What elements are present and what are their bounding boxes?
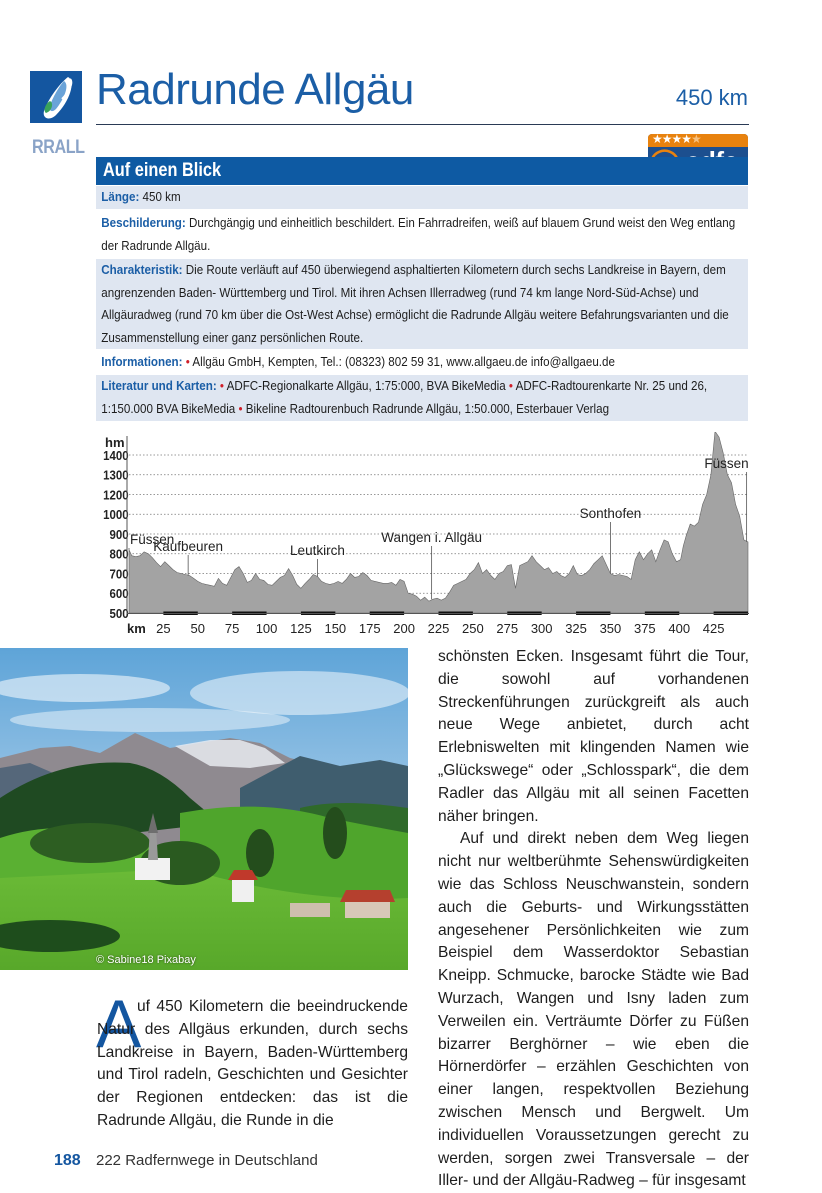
y-tick-label: 600 (109, 586, 129, 602)
body-paragraph: schönsten Ecken. Insgesamt führt die Tour, die sowohl auf vorhandenen Streckenführungen zurückgreift als auch neue Wege anbietet, durch acht Erlebniswelten mit klingenden Namen wie „Glückswege“ oder „Schlosspark“, die dem Radler das Allgäu mit all seinen Facetten näher bringen. (438, 648, 749, 825)
x-tick-label: 250 (462, 621, 484, 636)
literature-item: ADFC-Regionalkarte Allgäu, 1:75:000, BVA BikeMedia (226, 378, 506, 393)
bullet: • (238, 400, 243, 416)
bullet: • (508, 378, 513, 393)
route-code: RRALL (32, 137, 85, 158)
bullet: • (219, 378, 224, 393)
x-tick-label: 100 (255, 621, 278, 636)
elevation-profile-area (129, 432, 748, 613)
stars-partial: ★ (691, 134, 701, 146)
y-tick-label: 700 (109, 566, 129, 582)
title-divider (96, 124, 749, 125)
bullet: • (185, 354, 190, 369)
landscape-photo (0, 648, 408, 970)
overview-heading-bar (96, 157, 748, 185)
x-tick-label: 375 (633, 621, 656, 636)
x-tick-label: 425 (702, 621, 725, 636)
x-tick-label: 225 (427, 621, 450, 636)
y-tick-label: 500 (109, 606, 129, 622)
place-label: Kaufbeuren (153, 539, 224, 554)
overview-heading: Auf einen Blick (103, 160, 222, 181)
stars-full: ★★★★ (652, 134, 692, 146)
body-paragraph: Auf und direkt neben dem Weg liegen nicht nur weltberühmte Sehenswürdigkeiten wie das Schloss Neuschwanstein, sondern auch die Geburts- und Wirkungsstätten angesehener Persönlichkeiten wie zum Beispiel dem Wasserdoktor Sebastian Kneipp. Schmucke, barocke Städte wie Bad Wurzach, Wangen und Isny laden zum Verweilen ein. Verträumte Dörfer zu Füßen bizarrer Berghörner – wie eben die Hörnerdörfer – erzählen Geschichten von einer langen, respektvollen Beziehung zwischen Mensch und Bergwelt. Um individuellen Voraussetzungen gerecht zu werden, sorgen zwei Transversale – der Iller- und der Allgäu-Radweg – für insgesamt (438, 830, 749, 1190)
x-tick-label: 325 (565, 621, 587, 636)
info-label: Charakteristik: (101, 262, 183, 277)
y-axis-label: hm (105, 435, 125, 450)
x-tick-label: 25 (156, 621, 171, 636)
intro-paragraph: uf 450 Kilometern die beeindruckende Natur des Allgäus erkunden, durch sechs Landkreise in Bayern, Baden-Württemberg und Tirol radeln, Geschichten und Gesichter der Regionen entdecken: das ist die Radrunde Allgäu, die Runde in die (97, 998, 408, 1129)
body-column-left (97, 996, 408, 1133)
x-tick-labels (156, 621, 724, 636)
y-tick-label: 900 (109, 527, 129, 543)
cyclist-route-logo-icon (30, 71, 82, 123)
y-tick-labels (103, 448, 129, 621)
x-tick-label: 400 (668, 621, 691, 636)
place-label: Füssen (704, 456, 749, 471)
page-title: Radrunde Allgäu (96, 65, 414, 114)
x-tick-label: 125 (290, 621, 312, 636)
literature-item: Bikeline Radtourenbuch Radrunde Allgäu, 1:50.000, Esterbauer Verlag (245, 400, 610, 416)
allgaeu-landscape-image (0, 648, 408, 970)
y-tick-label: 800 (109, 547, 129, 562)
page-number: 188 (54, 1152, 81, 1169)
info-label: Beschilderung: (101, 215, 186, 230)
star-rating (652, 134, 701, 146)
book-title: 222 Radfernwege in Deutschland (96, 1152, 318, 1169)
place-label: Sonthofen (579, 506, 642, 521)
info-label: Literatur und Karten: (101, 378, 217, 393)
x-tick-label: 275 (496, 621, 519, 636)
x-tick-label: 350 (599, 621, 622, 636)
drop-cap: A (96, 986, 142, 1062)
info-value: Allgäu GmbH, Kempten, Tel.: (08323) 802 59 31, www.allgaeu.de info@allgaeu.de (192, 354, 615, 369)
route-logo (30, 71, 82, 123)
x-axis-label: km (127, 621, 146, 636)
literature-item: ADFC-Radtourenkarte Nr. 25 und 26, 1:150.000 BVA BikeMedia (101, 378, 708, 416)
y-tick-label: 1400 (103, 448, 129, 464)
x-tick-label: 150 (324, 621, 347, 636)
y-tick-label: 1000 (103, 507, 129, 523)
x-tick-label: 175 (358, 621, 381, 636)
photo-credit: © Sabine18 Pixabay (96, 954, 196, 966)
place-label: Füssen (130, 532, 175, 547)
place-label: Leutkirch (290, 543, 345, 558)
info-row-information (96, 351, 748, 374)
info-row-signage (96, 212, 748, 258)
x-tick-label: 50 (190, 621, 206, 636)
body-column-right (438, 646, 749, 1193)
info-row-length (96, 186, 748, 209)
info-label: Informationen: (101, 354, 183, 369)
elevation-profile-chart (95, 432, 755, 640)
y-tick-label: 1200 (103, 487, 129, 503)
info-label: Länge: (101, 189, 140, 204)
info-value: Durchgängig und einheitlich beschildert. Ein Fahrradreifen, weiß auf blauem Grund weist den Weg entlang der Radrunde Allgäu. (101, 215, 736, 253)
x-tick-label: 200 (393, 621, 415, 636)
info-row-characteristics (96, 259, 748, 349)
place-label: Wangen i. Allgäu (381, 530, 483, 545)
info-row-literature (96, 375, 748, 421)
x-tick-label: 300 (530, 621, 553, 636)
info-value: Die Route verläuft auf 450 überwiegend asphaltierten Kilometern durch sechs Landkreise in Bayern, dem angrenzenden Baden- Württemberg und Tirol. Mit ihren Achsen Illerradweg (rund 74 km lange Nord-Süd-Achse) und Allgäuradweg (rund 70 km über die Ost-West Achse) ermöglicht die Radrunde Allgäu weitere Befahrungsvarianten und die Zusammenstellung einer ganz persönlichen Route. (101, 262, 729, 345)
x-tick-label: 75 (224, 621, 240, 636)
route-distance: 450 km (675, 85, 748, 110)
y-tick-label: 1300 (103, 468, 129, 483)
info-value: 450 km (142, 189, 181, 204)
